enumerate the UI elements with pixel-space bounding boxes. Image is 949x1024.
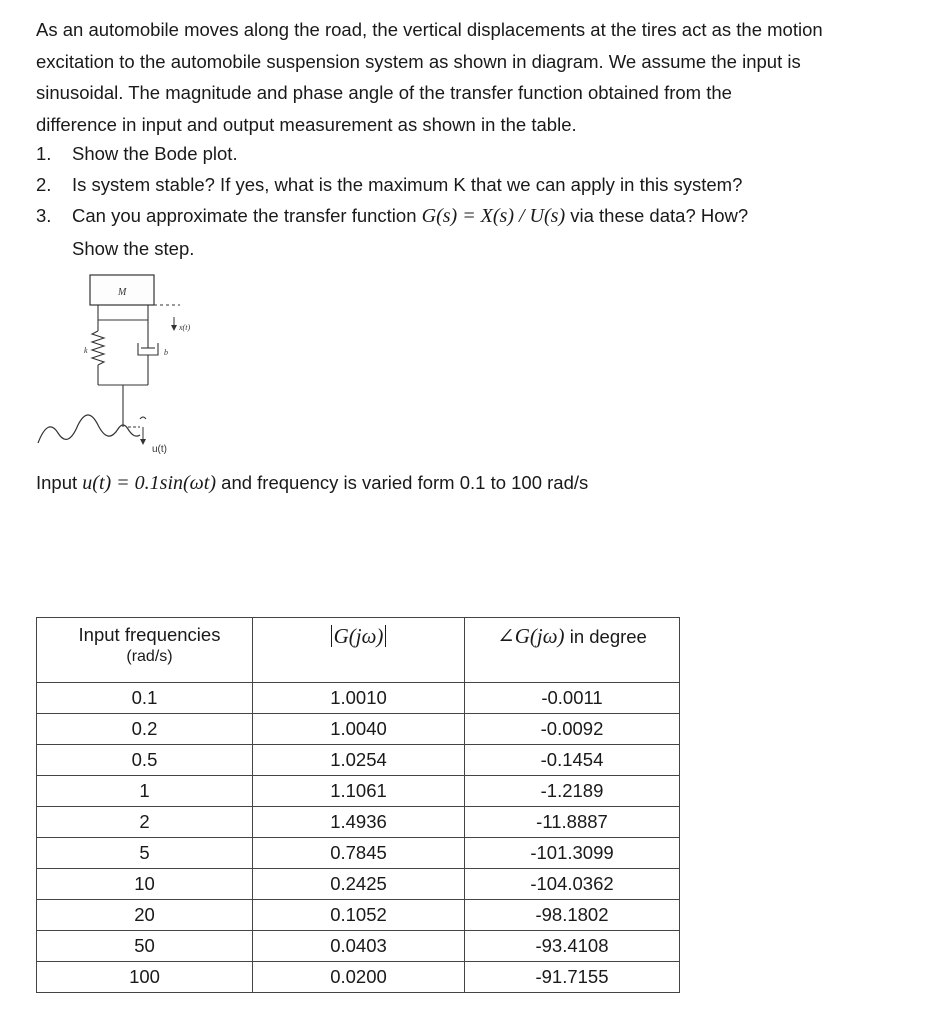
frequency-response-table — [36, 617, 680, 993]
question-text: Show the Bode plot. — [72, 143, 238, 164]
table-row — [37, 900, 680, 931]
cell-phase: -93.4108 — [465, 931, 680, 962]
cell-phase: -91.7155 — [465, 962, 680, 993]
cell-frequency: 50 — [37, 931, 253, 962]
table-row — [37, 931, 680, 962]
k-label: k — [84, 346, 88, 355]
cell-phase: -101.3099 — [465, 838, 680, 869]
cell-phase: -98.1802 — [465, 900, 680, 931]
question-item — [36, 200, 926, 266]
cell-frequency: 0.2 — [37, 714, 253, 745]
cell-frequency: 10 — [37, 869, 253, 900]
input-description — [36, 468, 588, 498]
x-arrow — [171, 325, 177, 331]
question-number: 1. — [36, 143, 52, 164]
b-label: b — [164, 348, 168, 357]
question-continuation: Show the step. — [72, 238, 195, 259]
header-frequency-label: Input frequencies — [78, 624, 221, 645]
table-header-row — [37, 618, 680, 683]
mass-label: M — [118, 287, 127, 298]
header-phase — [465, 618, 680, 683]
cell-frequency: 0.5 — [37, 745, 253, 776]
cell-magnitude: 0.0200 — [253, 962, 465, 993]
header-phase-suffix: in degree — [564, 626, 647, 647]
header-frequency — [37, 618, 253, 683]
cell-phase: -0.1454 — [465, 745, 680, 776]
intro-line: sinusoidal. The magnitude and phase angle of the transfer function obtained from the — [36, 82, 732, 103]
spring — [92, 331, 104, 365]
table-row — [37, 962, 680, 993]
table-row — [37, 714, 680, 745]
x-label: x(t) — [179, 323, 191, 332]
cell-magnitude: 0.1052 — [253, 900, 465, 931]
table-row — [37, 683, 680, 714]
header-magnitude — [253, 618, 465, 683]
cell-frequency: 1 — [37, 776, 253, 807]
question-text: Can you approximate the transfer function — [72, 205, 422, 226]
cell-frequency: 100 — [37, 962, 253, 993]
u-arrow — [140, 439, 146, 445]
question-text: via these data? How? — [565, 205, 749, 226]
cell-phase: -1.2189 — [465, 776, 680, 807]
table-row — [37, 776, 680, 807]
intro-line: excitation to the automobile suspension system as shown in diagram. We assume the input is — [36, 50, 801, 72]
question-list — [36, 138, 926, 266]
table-row — [37, 869, 680, 900]
cell-phase: -11.8887 — [465, 807, 680, 838]
header-frequency-unit: (rad/s) — [126, 648, 173, 665]
intro-line: difference in input and output measurement as shown in the table. — [36, 113, 577, 135]
cell-magnitude: 1.0040 — [253, 714, 465, 745]
cell-magnitude: 0.2425 — [253, 869, 465, 900]
cell-phase: -104.0362 — [465, 869, 680, 900]
table-row — [37, 745, 680, 776]
cell-frequency: 20 — [37, 900, 253, 931]
cell-frequency: 5 — [37, 838, 253, 869]
header-phase-math: ∠G(jω) — [497, 624, 565, 648]
input-math: u(t) = 0.1sin(ωt) — [82, 472, 217, 494]
question-number: 3. — [36, 205, 52, 226]
cell-magnitude: 0.0403 — [253, 931, 465, 962]
input-suffix: and frequency is varied form 0.1 to 100 rad/s — [216, 472, 589, 493]
cell-phase: -0.0092 — [465, 714, 680, 745]
table-row — [37, 807, 680, 838]
cell-magnitude: 1.1061 — [253, 776, 465, 807]
transfer-function-math: G(s) = X(s) / U(s) — [421, 205, 566, 227]
header-magnitude-math: G(jω) — [333, 624, 384, 648]
cell-frequency: 0.1 — [37, 683, 253, 714]
question-item — [36, 169, 926, 200]
cell-magnitude: 1.0254 — [253, 745, 465, 776]
question-number: 2. — [36, 174, 52, 195]
suspension-diagram — [30, 265, 230, 465]
cell-magnitude: 0.7845 — [253, 838, 465, 869]
cell-phase: -0.0011 — [465, 683, 680, 714]
u-label: u(t) — [152, 444, 167, 455]
question-item — [36, 138, 926, 169]
road-profile — [38, 415, 140, 443]
cell-magnitude: 1.0010 — [253, 683, 465, 714]
table-row — [37, 838, 680, 869]
intro-line: As an automobile moves along the road, the vertical displacements at the tires act as the motion — [36, 19, 823, 40]
cell-magnitude: 1.4936 — [253, 807, 465, 838]
question-text: Is system stable? If yes, what is the maximum K that we can apply in this system? — [72, 174, 743, 195]
input-prefix: Input — [36, 472, 83, 493]
intro-paragraph — [36, 14, 926, 140]
cell-frequency: 2 — [37, 807, 253, 838]
